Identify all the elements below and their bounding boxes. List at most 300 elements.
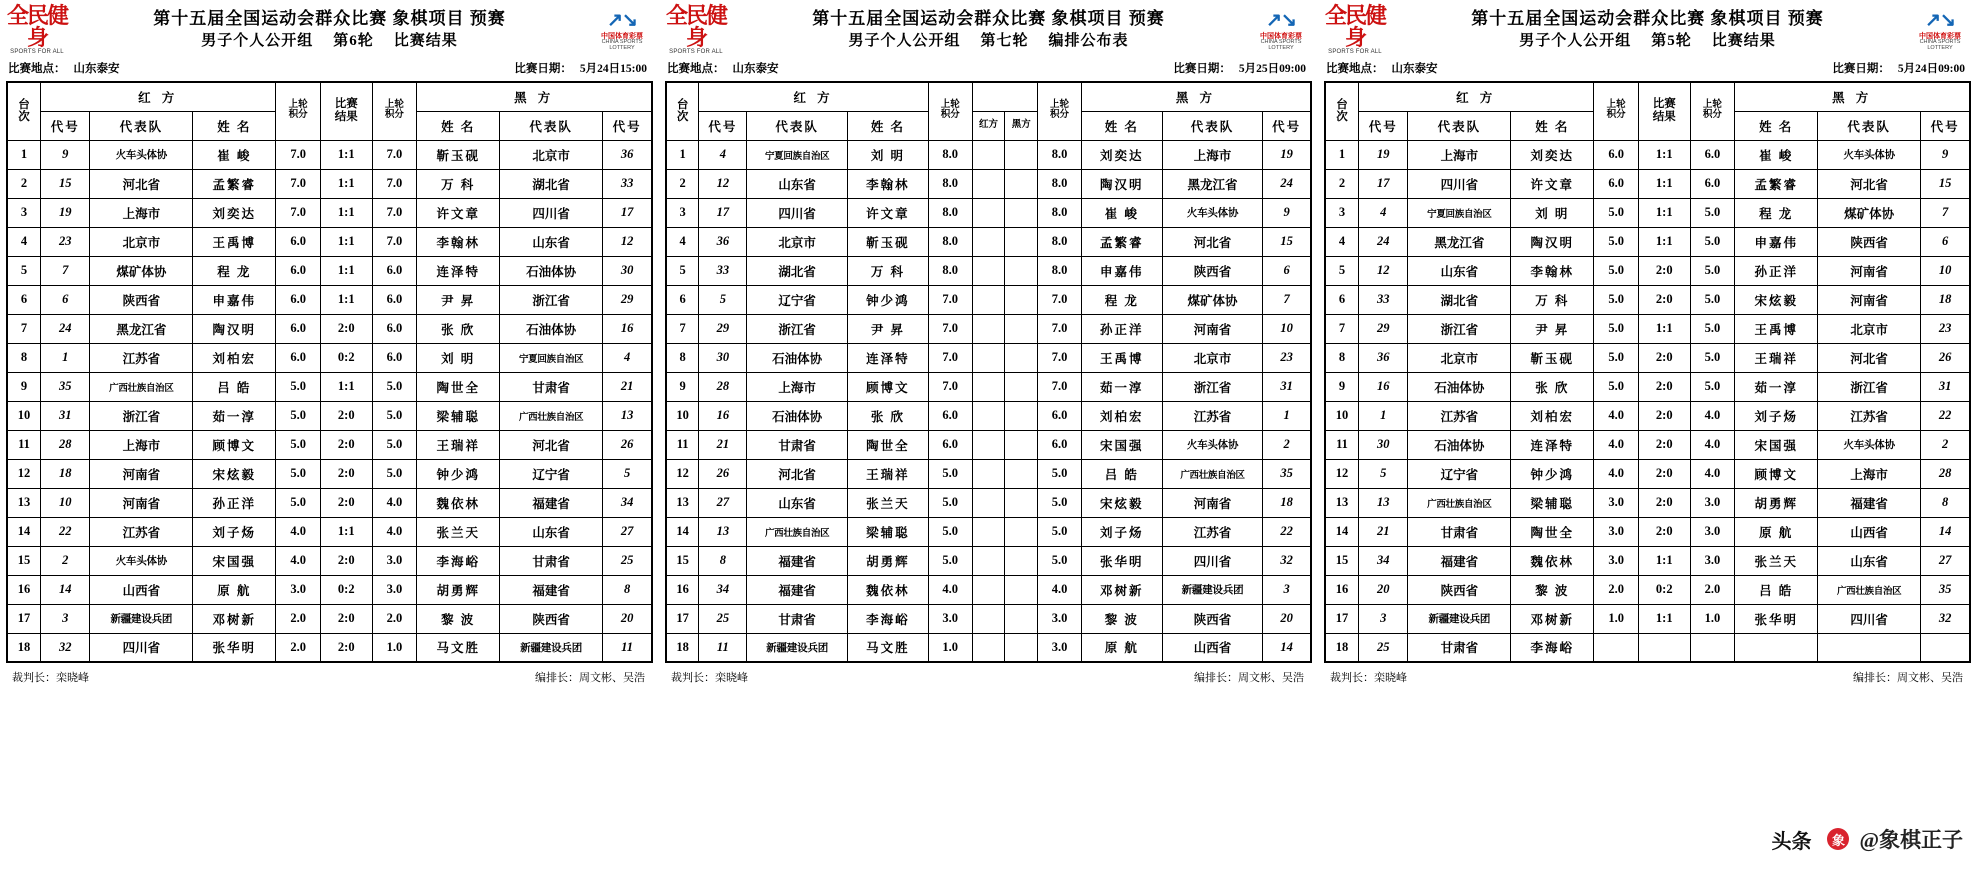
cell-red-prev-points: 2.0 bbox=[276, 633, 321, 662]
cell-red-name: 刘 明 bbox=[847, 140, 928, 169]
cell-black-team: 湖北省 bbox=[500, 169, 603, 198]
cell-red-team: 甘肃省 bbox=[747, 604, 848, 633]
cell-red-team: 湖北省 bbox=[747, 256, 848, 285]
cell-black-name: 魏依林 bbox=[417, 488, 500, 517]
date-info bbox=[1832, 60, 1965, 76]
cell-result-red bbox=[972, 488, 1005, 517]
cell-red-prev-points: 4.0 bbox=[276, 517, 321, 546]
cell-black-code: 9 bbox=[1921, 140, 1970, 169]
cell-table-no: 13 bbox=[666, 488, 699, 517]
cell-red-code: 36 bbox=[699, 227, 747, 256]
meta-row bbox=[665, 56, 1312, 81]
cell-red-prev-points: 5.0 bbox=[276, 488, 321, 517]
cell-black-name: 孟繁睿 bbox=[1081, 227, 1162, 256]
cell-black-team: 上海市 bbox=[1818, 459, 1921, 488]
cell-red-name: 陶世全 bbox=[847, 430, 928, 459]
cell-table-no: 10 bbox=[1325, 401, 1359, 430]
cell-black-name: 马文胜 bbox=[417, 633, 500, 662]
cell-result-red bbox=[972, 169, 1005, 198]
cell-table-no: 1 bbox=[666, 140, 699, 169]
header-black-side: 黑 方 bbox=[1081, 82, 1311, 111]
cell-red-code: 17 bbox=[699, 198, 747, 227]
cell-red-code: 4 bbox=[1359, 198, 1408, 227]
cell-black-prev-points: 4.0 bbox=[1690, 401, 1735, 430]
cell-black-prev-points: 5.0 bbox=[1690, 227, 1735, 256]
cell-red-name: 张 欣 bbox=[1511, 372, 1594, 401]
cell-red-code: 9 bbox=[41, 140, 90, 169]
cell-red-prev-points: 5.0 bbox=[276, 372, 321, 401]
cell-black-code: 31 bbox=[1263, 372, 1311, 401]
cell-black-team: 福建省 bbox=[500, 575, 603, 604]
cell-red-team: 四川省 bbox=[747, 198, 848, 227]
cell-table-no: 6 bbox=[7, 285, 41, 314]
cell-result: 2:0 bbox=[321, 633, 373, 662]
cell-result-red bbox=[972, 198, 1005, 227]
cell-result-black bbox=[1005, 285, 1038, 314]
sports-for-all-icon: 全民健身 bbox=[1324, 2, 1385, 50]
cell-black-prev-points: 3.0 bbox=[1038, 633, 1082, 662]
cell-table-no: 6 bbox=[666, 285, 699, 314]
cell-result-black bbox=[1005, 459, 1038, 488]
cell-table-no: 13 bbox=[1325, 488, 1359, 517]
cell-table-no: 9 bbox=[1325, 372, 1359, 401]
cell-result: 2:0 bbox=[321, 604, 373, 633]
cell-red-name: 程 龙 bbox=[193, 256, 276, 285]
cell-black-name: 钟少鸿 bbox=[417, 459, 500, 488]
cell-red-name: 邓树新 bbox=[193, 604, 276, 633]
cell-black-code: 35 bbox=[1921, 575, 1970, 604]
lottery-caption-en: CHINA SPORTS LOTTERY bbox=[1919, 38, 1961, 51]
logo-sports-for-all bbox=[665, 2, 727, 55]
cell-red-name: 申嘉伟 bbox=[193, 285, 276, 314]
cell-black-team: 浙江省 bbox=[1162, 372, 1263, 401]
cell-red-name: 陶汉明 bbox=[1511, 227, 1594, 256]
arranger-info bbox=[1194, 669, 1304, 685]
cell-black-code: 13 bbox=[603, 401, 652, 430]
cell-red-team: 石油体协 bbox=[747, 401, 848, 430]
header-name-black: 姓 名 bbox=[1735, 111, 1818, 140]
table-row bbox=[1325, 140, 1970, 169]
cell-red-prev-points: 5.0 bbox=[1594, 227, 1639, 256]
cell-red-prev-points: 4.0 bbox=[1594, 401, 1639, 430]
cell-result: 2:0 bbox=[1639, 372, 1691, 401]
cell-result: 1:1 bbox=[1639, 546, 1691, 575]
cell-black-code: 6 bbox=[1263, 256, 1311, 285]
venue-label: 比赛地点： bbox=[1326, 63, 1384, 75]
header-prev-points-red: 上轮 积分 bbox=[928, 82, 972, 140]
table-row bbox=[1325, 198, 1970, 227]
cell-black-name: 万 科 bbox=[417, 169, 500, 198]
cell-red-prev-points: 7.0 bbox=[928, 372, 972, 401]
cell-red-team: 四川省 bbox=[90, 633, 193, 662]
cell-black-code: 7 bbox=[1263, 285, 1311, 314]
cell-result-red bbox=[972, 372, 1005, 401]
cell-black-team: 山西省 bbox=[1818, 517, 1921, 546]
cell-result-red bbox=[972, 604, 1005, 633]
table-row bbox=[666, 285, 1311, 314]
cell-red-team: 新疆建设兵团 bbox=[1408, 604, 1511, 633]
cell-black-name: 原 航 bbox=[1081, 633, 1162, 662]
cell-red-prev-points: 4.0 bbox=[1594, 459, 1639, 488]
cell-red-name: 刘奕达 bbox=[1511, 140, 1594, 169]
header-team-black: 代表队 bbox=[1818, 111, 1921, 140]
cell-result: 1:1 bbox=[321, 198, 373, 227]
header-prev-points-red: 上轮 积分 bbox=[276, 82, 321, 140]
cell-red-prev-points: 5.0 bbox=[276, 459, 321, 488]
cell-table-no: 7 bbox=[7, 314, 41, 343]
cell-table-no: 14 bbox=[1325, 517, 1359, 546]
cell-red-name: 刘柏宏 bbox=[1511, 401, 1594, 430]
cell-red-team: 山西省 bbox=[90, 575, 193, 604]
cell-table-no: 5 bbox=[1325, 256, 1359, 285]
sports-for-all-caption: SPORTS FOR ALL bbox=[1328, 48, 1382, 55]
table-row bbox=[666, 430, 1311, 459]
cell-table-no: 10 bbox=[7, 401, 41, 430]
cell-red-name: 李翰林 bbox=[1511, 256, 1594, 285]
cell-result-black bbox=[1005, 633, 1038, 662]
table-row bbox=[1325, 314, 1970, 343]
cell-black-prev-points: 7.0 bbox=[372, 227, 417, 256]
header-result-black: 黑方 bbox=[1005, 111, 1038, 140]
cell-red-name: 黎 波 bbox=[1511, 575, 1594, 604]
cell-table-no: 18 bbox=[7, 633, 41, 662]
cell-black-name: 黎 波 bbox=[417, 604, 500, 633]
cell-black-name: 刘奕达 bbox=[1081, 140, 1162, 169]
cell-red-name: 原 航 bbox=[193, 575, 276, 604]
cell-red-prev-points: 7.0 bbox=[276, 169, 321, 198]
cell-red-prev-points: 8.0 bbox=[928, 198, 972, 227]
cell-red-team: 火车头体协 bbox=[90, 140, 193, 169]
cell-red-prev-points: 7.0 bbox=[928, 343, 972, 372]
cell-result-black bbox=[1005, 198, 1038, 227]
cell-result-black bbox=[1005, 517, 1038, 546]
arranger-value: 周文彬、吴浩 bbox=[1238, 672, 1304, 684]
sports-for-all-icon: 全民健身 bbox=[665, 2, 726, 50]
cell-red-team: 浙江省 bbox=[747, 314, 848, 343]
header-result bbox=[972, 82, 1038, 111]
cell-red-name: 万 科 bbox=[847, 256, 928, 285]
table-row bbox=[666, 604, 1311, 633]
cell-black-prev-points: 7.0 bbox=[1038, 314, 1082, 343]
cell-red-team: 四川省 bbox=[1408, 169, 1511, 198]
cell-red-prev-points: 7.0 bbox=[276, 198, 321, 227]
cell-red-name: 钟少鸿 bbox=[1511, 459, 1594, 488]
cell-result: 1:1 bbox=[1639, 227, 1691, 256]
sports-for-all-caption: SPORTS FOR ALL bbox=[669, 48, 723, 55]
cell-black-code: 24 bbox=[1263, 169, 1311, 198]
referee-label: 裁判长： bbox=[671, 672, 715, 684]
cell-black-team: 河南省 bbox=[1162, 314, 1263, 343]
cell-red-team: 上海市 bbox=[1408, 140, 1511, 169]
watermark bbox=[1771, 824, 1963, 854]
lottery-icon: ↗↘ bbox=[1925, 9, 1955, 31]
cell-black-prev-points: 1.0 bbox=[1690, 604, 1735, 633]
cell-black-name: 茹一淳 bbox=[1735, 372, 1818, 401]
cell-black-team: 浙江省 bbox=[1818, 372, 1921, 401]
header-prev-points-black: 上轮 积分 bbox=[372, 82, 417, 140]
cell-red-code: 30 bbox=[699, 343, 747, 372]
cell-red-name: 顾博文 bbox=[193, 430, 276, 459]
cell-black-prev-points bbox=[1690, 633, 1735, 662]
cell-table-no: 7 bbox=[1325, 314, 1359, 343]
cell-black-code: 27 bbox=[1921, 546, 1970, 575]
page-title: 第十五届全国运动会群众比赛 象棋项目 预赛 bbox=[1471, 8, 1824, 28]
table-row bbox=[7, 517, 652, 546]
header-prev-points-black: 上轮 积分 bbox=[1690, 82, 1735, 140]
cell-red-team: 浙江省 bbox=[1408, 314, 1511, 343]
cell-table-no: 4 bbox=[7, 227, 41, 256]
cell-black-team: 河北省 bbox=[1818, 343, 1921, 372]
cell-red-prev-points: 1.0 bbox=[928, 633, 972, 662]
cell-black-prev-points: 4.0 bbox=[372, 517, 417, 546]
cell-red-team: 上海市 bbox=[90, 430, 193, 459]
subtitle-round: 第七轮 bbox=[980, 33, 1029, 50]
cell-table-no: 13 bbox=[7, 488, 41, 517]
cell-red-name: 李海峪 bbox=[1511, 633, 1594, 662]
cell-red-prev-points: 7.0 bbox=[928, 285, 972, 314]
cell-table-no: 1 bbox=[1325, 140, 1359, 169]
table-row bbox=[666, 546, 1311, 575]
cell-black-prev-points: 5.0 bbox=[1690, 343, 1735, 372]
cell-black-name: 陶汉明 bbox=[1081, 169, 1162, 198]
header-table-no: 台 次 bbox=[1325, 82, 1359, 140]
cell-table-no: 16 bbox=[666, 575, 699, 604]
cell-result: 2:0 bbox=[1639, 256, 1691, 285]
cell-black-prev-points: 2.0 bbox=[372, 604, 417, 633]
cell-black-team: 火车头体协 bbox=[1818, 430, 1921, 459]
cell-red-name: 连泽特 bbox=[1511, 430, 1594, 459]
cell-table-no: 5 bbox=[666, 256, 699, 285]
cell-table-no: 6 bbox=[1325, 285, 1359, 314]
cell-black-name: 黎 波 bbox=[1081, 604, 1162, 633]
page-title: 第十五届全国运动会群众比赛 象棋项目 预赛 bbox=[812, 8, 1165, 28]
cell-result-black bbox=[1005, 314, 1038, 343]
cell-black-name: 崔 峻 bbox=[1081, 198, 1162, 227]
cell-black-name: 宋炫毅 bbox=[1081, 488, 1162, 517]
cell-red-name: 许文章 bbox=[1511, 169, 1594, 198]
cell-black-name: 刘 明 bbox=[417, 343, 500, 372]
watermark-avatar-icon: 象 bbox=[1827, 828, 1849, 850]
cell-table-no: 8 bbox=[666, 343, 699, 372]
header-red-side: 红 方 bbox=[1359, 82, 1594, 111]
cell-table-no: 16 bbox=[1325, 575, 1359, 604]
cell-black-code: 27 bbox=[603, 517, 652, 546]
cell-red-prev-points: 3.0 bbox=[1594, 517, 1639, 546]
cell-black-team: 河北省 bbox=[500, 430, 603, 459]
cell-black-code: 20 bbox=[603, 604, 652, 633]
cell-red-team: 河南省 bbox=[90, 488, 193, 517]
cell-black-prev-points: 5.0 bbox=[372, 459, 417, 488]
cell-red-prev-points: 6.0 bbox=[276, 314, 321, 343]
table-row bbox=[666, 372, 1311, 401]
table-row bbox=[666, 575, 1311, 604]
arranger-value: 周文彬、吴浩 bbox=[579, 672, 645, 684]
cell-red-name: 孟繁睿 bbox=[193, 169, 276, 198]
header-code-black: 代号 bbox=[603, 111, 652, 140]
cell-black-prev-points: 6.0 bbox=[372, 285, 417, 314]
header-prev-points-red: 上轮 积分 bbox=[1594, 82, 1639, 140]
cell-black-prev-points: 3.0 bbox=[1690, 488, 1735, 517]
cell-red-code: 2 bbox=[41, 546, 90, 575]
cell-red-code: 24 bbox=[41, 314, 90, 343]
date-value: 5月24日09:00 bbox=[1897, 63, 1965, 75]
cell-black-code: 10 bbox=[1921, 256, 1970, 285]
cell-red-prev-points: 8.0 bbox=[928, 227, 972, 256]
cell-black-code: 23 bbox=[1921, 314, 1970, 343]
cell-black-prev-points: 7.0 bbox=[372, 169, 417, 198]
cell-black-code: 11 bbox=[603, 633, 652, 662]
cell-table-no: 9 bbox=[666, 372, 699, 401]
subtitle-group: 男子个人公开组 bbox=[1519, 33, 1632, 50]
cell-red-name: 孙正洋 bbox=[193, 488, 276, 517]
cell-black-name: 刘子炀 bbox=[1735, 401, 1818, 430]
cell-black-code bbox=[1921, 633, 1970, 662]
cell-black-name: 邓树新 bbox=[1081, 575, 1162, 604]
table-row bbox=[7, 459, 652, 488]
cell-black-name: 胡勇辉 bbox=[417, 575, 500, 604]
cell-result-red bbox=[972, 430, 1005, 459]
cell-black-prev-points: 4.0 bbox=[1690, 459, 1735, 488]
cell-black-prev-points: 3.0 bbox=[372, 546, 417, 575]
header-table-no: 台 次 bbox=[7, 82, 41, 140]
cell-red-prev-points: 5.0 bbox=[276, 401, 321, 430]
cell-result-red bbox=[972, 314, 1005, 343]
cell-red-name: 许文章 bbox=[847, 198, 928, 227]
watermark-brand: 头条 bbox=[1771, 830, 1812, 853]
cell-red-team: 陕西省 bbox=[1408, 575, 1511, 604]
cell-black-team: 河南省 bbox=[1818, 285, 1921, 314]
cell-red-prev-points: 6.0 bbox=[928, 401, 972, 430]
cell-table-no: 3 bbox=[7, 198, 41, 227]
cell-result: 1:1 bbox=[321, 517, 373, 546]
header-team-black: 代表队 bbox=[1162, 111, 1263, 140]
cell-red-prev-points: 6.0 bbox=[1594, 169, 1639, 198]
cell-table-no: 3 bbox=[666, 198, 699, 227]
table-row bbox=[1325, 343, 1970, 372]
referee-value: 栾晓峰 bbox=[715, 672, 748, 684]
cell-black-name: 宋炫毅 bbox=[1735, 285, 1818, 314]
cell-black-name: 申嘉伟 bbox=[1081, 256, 1162, 285]
cell-red-prev-points: 1.0 bbox=[1594, 604, 1639, 633]
cell-red-prev-points: 2.0 bbox=[276, 604, 321, 633]
cell-black-name: 尹 昇 bbox=[417, 285, 500, 314]
cell-black-team: 石油体协 bbox=[500, 314, 603, 343]
cell-black-code: 2 bbox=[1921, 430, 1970, 459]
cell-result-red bbox=[972, 575, 1005, 604]
cell-black-code: 8 bbox=[1921, 488, 1970, 517]
cell-red-team: 石油体协 bbox=[1408, 430, 1511, 459]
cell-black-team: 黑龙江省 bbox=[1162, 169, 1263, 198]
header-code-red: 代号 bbox=[1359, 111, 1408, 140]
cell-red-code: 3 bbox=[41, 604, 90, 633]
cell-red-code: 1 bbox=[41, 343, 90, 372]
cell-black-code: 5 bbox=[603, 459, 652, 488]
cell-table-no: 11 bbox=[666, 430, 699, 459]
meta-row bbox=[1324, 56, 1971, 81]
header-black-side: 黑 方 bbox=[1735, 82, 1970, 111]
table-row bbox=[7, 343, 652, 372]
cell-black-code: 12 bbox=[603, 227, 652, 256]
cell-result-black bbox=[1005, 604, 1038, 633]
subtitle-kind: 比赛结果 bbox=[393, 33, 458, 50]
cell-result-red bbox=[972, 459, 1005, 488]
header-red-side: 红 方 bbox=[41, 82, 276, 111]
cell-red-name: 魏依林 bbox=[847, 575, 928, 604]
cell-table-no: 2 bbox=[1325, 169, 1359, 198]
cell-red-code: 5 bbox=[1359, 459, 1408, 488]
cell-red-code: 36 bbox=[1359, 343, 1408, 372]
cell-red-name: 胡勇辉 bbox=[847, 546, 928, 575]
cell-black-team: 河南省 bbox=[1162, 488, 1263, 517]
lottery-caption-cn: 中国体育彩票 bbox=[1919, 32, 1961, 40]
cell-result: 1:1 bbox=[321, 227, 373, 256]
cell-red-name: 张兰天 bbox=[847, 488, 928, 517]
header-prev-points-black: 上轮 积分 bbox=[1038, 82, 1082, 140]
cell-black-prev-points: 7.0 bbox=[1038, 343, 1082, 372]
cell-result-red bbox=[972, 633, 1005, 662]
cell-black-team: 广西壮族自治区 bbox=[1818, 575, 1921, 604]
cell-red-code: 15 bbox=[41, 169, 90, 198]
cell-black-prev-points: 6.0 bbox=[1690, 140, 1735, 169]
cell-red-prev-points: 4.0 bbox=[928, 575, 972, 604]
cell-red-team: 江苏省 bbox=[1408, 401, 1511, 430]
cell-black-prev-points: 5.0 bbox=[1038, 517, 1082, 546]
table-row bbox=[1325, 459, 1970, 488]
cell-red-team: 上海市 bbox=[90, 198, 193, 227]
cell-red-prev-points: 6.0 bbox=[928, 430, 972, 459]
title-block bbox=[72, 7, 587, 53]
cell-red-name: 刘 明 bbox=[1511, 198, 1594, 227]
cell-black-team: 上海市 bbox=[1162, 140, 1263, 169]
cell-red-name: 万 科 bbox=[1511, 285, 1594, 314]
table-row bbox=[7, 430, 652, 459]
cell-black-prev-points: 6.0 bbox=[372, 343, 417, 372]
date-info bbox=[514, 60, 647, 76]
cell-black-code: 16 bbox=[603, 314, 652, 343]
cell-black-team: 宁夏回族自治区 bbox=[500, 343, 603, 372]
cell-red-name: 钟少鸿 bbox=[847, 285, 928, 314]
cell-red-team: 河南省 bbox=[90, 459, 193, 488]
cell-red-code: 23 bbox=[41, 227, 90, 256]
cell-black-prev-points: 5.0 bbox=[1690, 372, 1735, 401]
cell-table-no: 12 bbox=[7, 459, 41, 488]
cell-result-black bbox=[1005, 227, 1038, 256]
cell-black-code: 25 bbox=[603, 546, 652, 575]
cell-red-team: 甘肃省 bbox=[1408, 517, 1511, 546]
cell-red-team: 宁夏回族自治区 bbox=[747, 140, 848, 169]
cell-black-name: 张兰天 bbox=[417, 517, 500, 546]
lottery-caption-cn: 中国体育彩票 bbox=[601, 32, 643, 40]
venue-info bbox=[1326, 60, 1438, 76]
cell-red-name: 邓树新 bbox=[1511, 604, 1594, 633]
cell-red-team: 北京市 bbox=[90, 227, 193, 256]
cell-red-code: 20 bbox=[1359, 575, 1408, 604]
cell-table-no: 17 bbox=[1325, 604, 1359, 633]
cell-black-code: 32 bbox=[1921, 604, 1970, 633]
cell-red-prev-points: 4.0 bbox=[276, 546, 321, 575]
cell-black-code: 35 bbox=[1263, 459, 1311, 488]
cell-red-code: 30 bbox=[1359, 430, 1408, 459]
cell-red-prev-points: 2.0 bbox=[1594, 575, 1639, 604]
cell-red-code: 7 bbox=[41, 256, 90, 285]
cell-result: 2:0 bbox=[321, 430, 373, 459]
cell-red-name: 宋炫毅 bbox=[193, 459, 276, 488]
cell-black-team: 四川省 bbox=[1818, 604, 1921, 633]
cell-result-black bbox=[1005, 169, 1038, 198]
cell-black-name: 申嘉伟 bbox=[1735, 227, 1818, 256]
cell-red-team: 北京市 bbox=[1408, 343, 1511, 372]
cell-red-name: 茹一淳 bbox=[193, 401, 276, 430]
